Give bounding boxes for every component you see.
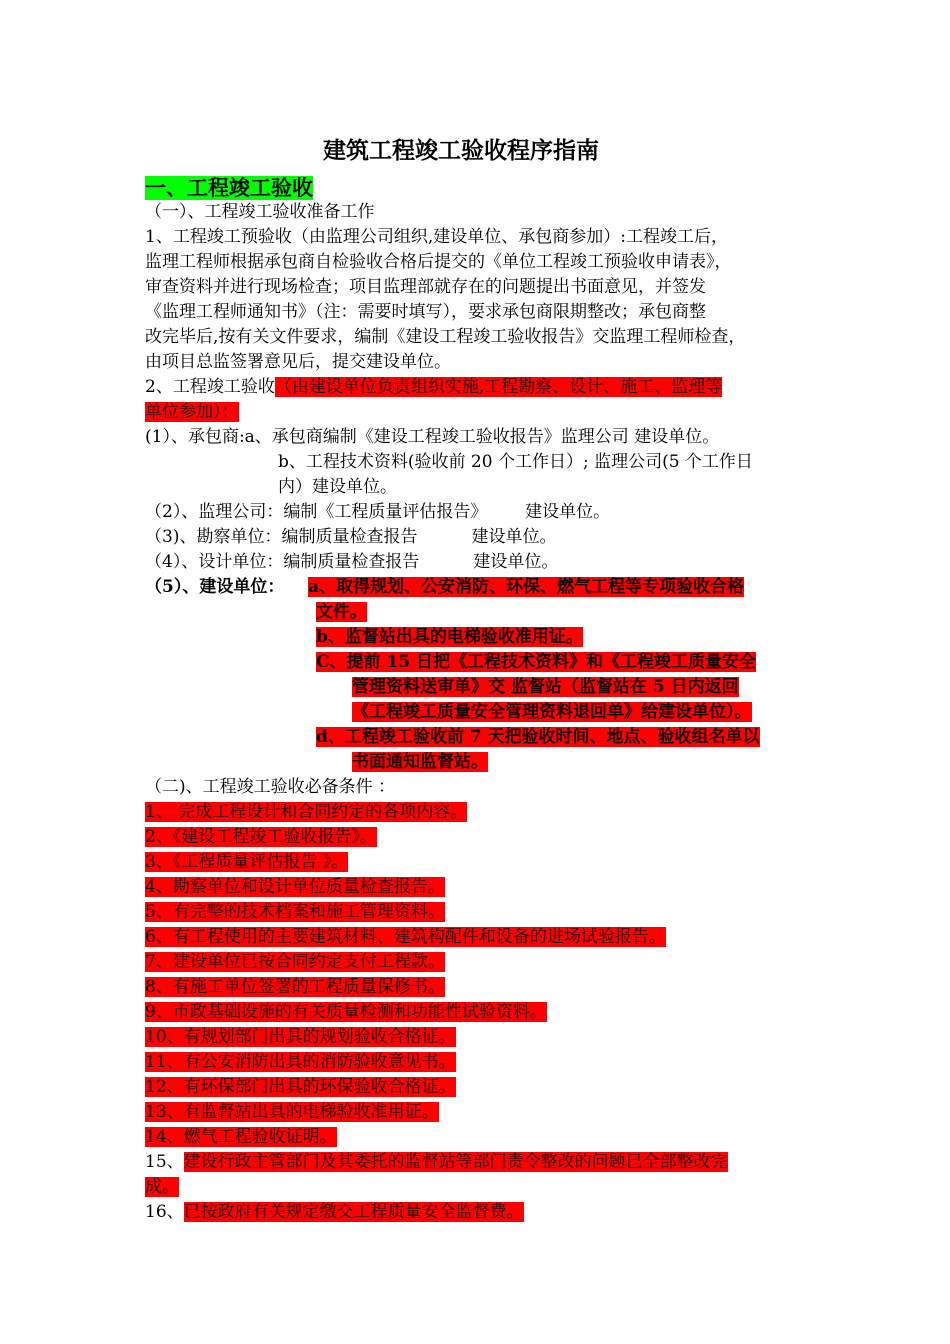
condition-text: 4、勘察单位和设计单位质量检查报告。 xyxy=(145,877,445,897)
contractor-line: 内）建设单位。 xyxy=(278,477,397,497)
owner-highlight: 《工程竣工质量安全管理资料退回单》给建设单位）。 xyxy=(352,702,752,722)
condition-item xyxy=(145,1050,456,1074)
condition-item xyxy=(145,850,348,874)
design-line: （4）、设计单位：编制质量检查报告 建设单位。 xyxy=(145,552,559,572)
condition-item xyxy=(145,1175,179,1199)
subsection-heading-1: （一）、工程竣工验收准备工作 xyxy=(145,202,375,222)
item1-line: 监理工程师根据承包商自检验收合格后提交的《单位工程竣工预验收申请表》， xyxy=(145,252,732,272)
owner-line xyxy=(308,575,744,599)
condition-text: 11、有公安消防出具的消防验收意见书。 xyxy=(145,1052,456,1072)
owner-highlight: d、工程竣工验收前 7 天把验收时间、地点、验收组名单以 xyxy=(316,727,760,747)
condition-text: 3、《工程质量评估报告 》。 xyxy=(145,852,349,872)
condition-item xyxy=(145,950,445,974)
condition-text: 9、市政基础设施的有关质量检测和功能性试验资料。 xyxy=(145,1002,547,1022)
owner-highlight: C、提前 15 日把《工程技术资料》和《工程竣工质量安全 xyxy=(316,652,757,672)
condition-item xyxy=(145,1000,547,1024)
condition-text: 8、有施工单位签署的工程质量保修书。 xyxy=(145,977,445,997)
owner-highlight: 管理资料送审单》交 监督站（监督站在 5 日内返回 xyxy=(352,677,739,697)
section-heading-text: 一、工程竣工验收 xyxy=(145,176,313,200)
owner-line xyxy=(352,700,752,724)
condition-text: 12、有环保部门出具的环保验收合格证。 xyxy=(145,1077,456,1097)
condition-item xyxy=(145,800,467,824)
owner-line xyxy=(316,725,760,749)
owner-line xyxy=(316,650,756,674)
condition-text: 建设行政主管部门及其委托的监督站等部门责令整改的问题已全部整改完 xyxy=(183,1152,728,1172)
owner-line xyxy=(352,675,739,699)
contractor-line: (1）、承包商:a、承包商编制《建设工程竣工验收报告》监理公司 建设单位。 xyxy=(145,427,720,447)
owner-line xyxy=(316,625,583,649)
condition-number: 15、 xyxy=(145,1152,184,1172)
item1-line: 由项目总监签署意见后，提交建设单位。 xyxy=(145,352,451,372)
owner-highlight: a、取得规划、公安消防、环保、燃气工程等专项验收合格 xyxy=(308,577,745,597)
condition-text: 5、有完整的技术档案和施工管理资料。 xyxy=(145,902,445,922)
supervisor-line: （2）、监理公司：编制《工程质量评估报告》 建设单位。 xyxy=(145,502,611,522)
item2-prefix: 2、工程竣工验收 xyxy=(145,377,275,397)
owner-prefix: （5）、建设单位： xyxy=(145,577,285,597)
item1-line: 审查资料并进行现场检查；项目监理部就存在的问题提出书面意见，并签发 xyxy=(145,277,706,297)
survey-line: （3)、勘察单位：编制质量检查报告 建设单位。 xyxy=(145,527,557,547)
condition-item xyxy=(145,1200,524,1224)
item2-line xyxy=(145,400,239,424)
section-heading xyxy=(145,175,313,201)
item2-highlight: （由建设单位负责组织实施,工程勘察、设计、施工、监理等 xyxy=(274,377,723,397)
item1-line: 1、工程竣工预验收（由监理公司组织,建设单位、承包商参加）:工程竣工后， xyxy=(145,227,728,247)
item1-line: 《监理工程师通知书》（注：需要时填写），要求承包商限期整改；承包商整 xyxy=(145,302,706,322)
condition-item xyxy=(145,1025,456,1049)
contractor-line: b、工程技术资料(验收前 20 个工作日）; 监理公司(5 个工作日 xyxy=(278,452,753,472)
condition-text: 6、有工程使用的主要建筑材料、建筑构配件和设备的进场试验报告。 xyxy=(145,927,666,947)
owner-line xyxy=(316,600,367,624)
owner-highlight: b、监督站出具的电梯验收准用证。 xyxy=(316,627,583,647)
condition-item xyxy=(145,925,666,949)
condition-text: 2、《建设工程竣工验收报告》。 xyxy=(145,827,377,847)
condition-item xyxy=(145,975,445,999)
condition-text: 7、建设单位已按合同约定支付工程款。 xyxy=(145,952,445,972)
subsection-heading-2: （二)、工程竣工验收必备条件 ： xyxy=(145,777,396,797)
condition-text: 14、燃气工程验收证明。 xyxy=(145,1127,337,1147)
owner-line xyxy=(352,750,488,774)
condition-text: 成。 xyxy=(145,1177,179,1197)
condition-item xyxy=(145,875,445,899)
condition-text: 13、有监督站出具的电梯验收准用证。 xyxy=(145,1102,439,1122)
condition-number: 16、 xyxy=(145,1202,184,1222)
condition-item xyxy=(145,1075,456,1099)
condition-item xyxy=(145,1150,728,1174)
condition-text: 1、 完成工程设计和合同约定的各项内容。 xyxy=(145,802,468,822)
item1-line: 改完毕后,按有关文件要求，编制《建设工程竣工验收报告》交监理工程师检查， xyxy=(145,327,746,347)
condition-item xyxy=(145,1100,439,1124)
condition-text: 已按政府有关规定缴交工程质量安全监督费。 xyxy=(183,1202,524,1222)
page-title: 建筑工程竣工验收程序指南 xyxy=(323,138,599,164)
owner-highlight: 书面通知监督站。 xyxy=(352,752,488,772)
owner-highlight: 文件。 xyxy=(316,602,367,622)
condition-item xyxy=(145,1125,337,1149)
item2-line xyxy=(145,375,722,399)
condition-item xyxy=(145,900,445,924)
condition-text: 10、有规划部门出具的规划验收合格证。 xyxy=(145,1027,456,1047)
item2-highlight: 单位参加）： xyxy=(145,402,239,422)
condition-item xyxy=(145,825,377,849)
